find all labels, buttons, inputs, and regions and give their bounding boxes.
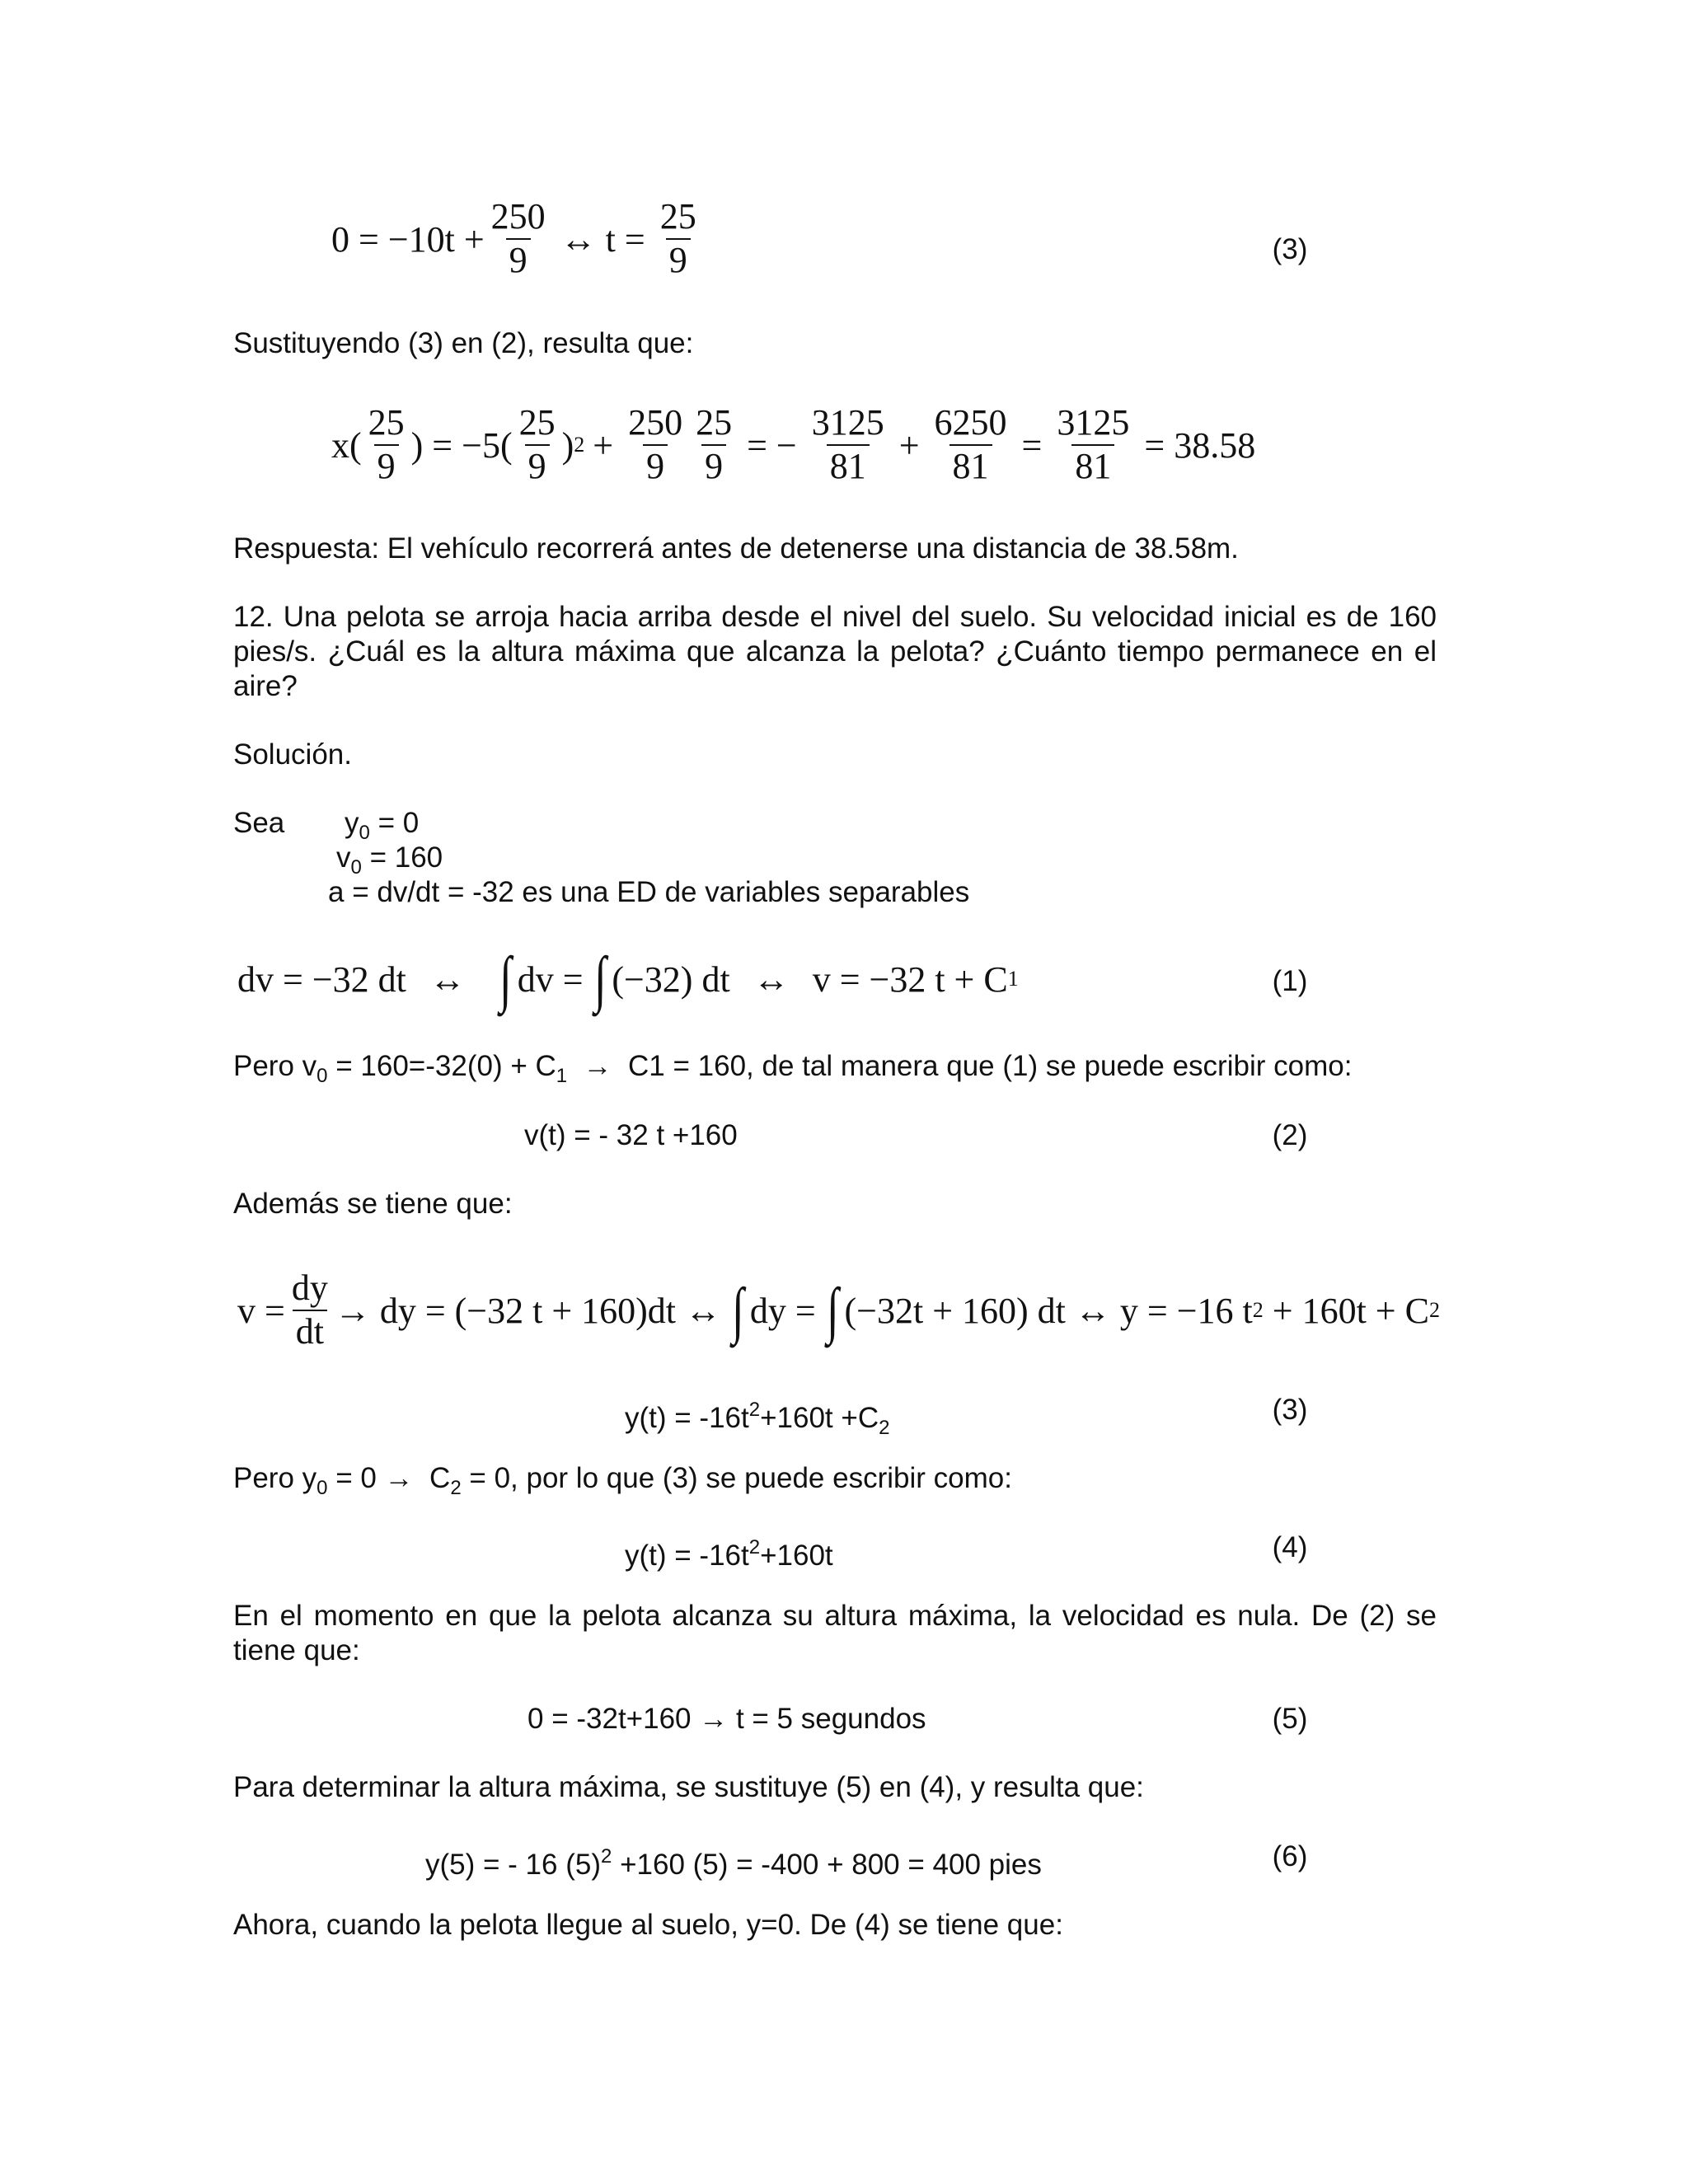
initial-velocity: $v_0 = 160$: [336, 841, 443, 879]
initial-position: $y_0 = 0$: [345, 807, 420, 844]
fraction: $\frac{25}{9}$: [696, 402, 733, 486]
equation-number: (5): [1272, 1703, 1308, 1735]
fraction: $\frac{6250}{81}$: [934, 402, 1007, 486]
integral-sign: ∫: [499, 944, 512, 1014]
fraction: $\frac{3125}{81}$: [811, 402, 884, 486]
equation-number: (3): [1272, 233, 1308, 265]
equation-velocity: v(t) = - 32 t +160: [524, 1119, 738, 1151]
paragraph: Para determinar la altura máxima, se sustituye (5) en (4), y resulta que:: [233, 1771, 1144, 1803]
fraction: $\frac{dy}{dt}$: [291, 1268, 328, 1352]
integral-sign: ∫: [593, 944, 607, 1014]
paragraph-constant-c2: Pero $y_0 = 0 \to C_2 = 0$, por lo que (3) se puede escribir como:: [233, 1462, 1012, 1499]
equation-number: (6): [1272, 1840, 1308, 1872]
equation-x-of-t: x( $\frac{25}{9}$ ) = −5( $\frac{25}{9}$ ) 2 + $\frac{250}{9}$ $\frac{25}{9}$ = − $\frac{3125}{81}$ + $\frac{6250}{81}$ = $\frac{3125}{81}$ = 38.58: [331, 402, 1256, 486]
equation-position: $y(t) = -16t^2+160t$: [625, 1536, 833, 1572]
fraction: $\frac{3125}{81}$: [1057, 402, 1130, 486]
fraction: $\frac{250}{9}$: [490, 196, 546, 280]
integral-sign: ∫: [826, 1276, 839, 1345]
paragraph: Además se tiene que:: [233, 1188, 513, 1220]
paragraph: Sustituyendo (3) en (2), resulta que:: [233, 327, 694, 359]
sea-label: Sea: [233, 807, 285, 839]
equation-number: (4): [1272, 1531, 1308, 1563]
equation-number: (2): [1272, 1119, 1308, 1151]
equation-time: 0 = -32t+160 → t = 5 segundos: [528, 1703, 926, 1735]
paragraph-constant-c1: Pero $v_0 = 160=-32(0) + C_1 \to C1 = 160$, de tal manera que (1) se puede escribir como:: [233, 1050, 1353, 1087]
paragraph-problem-12: 12. Una pelota se arroja hacia arriba desde el nivel del suelo. Su velocidad inicial es de 160 pies/s. ¿Cuál es la altura máxima que alcanza la pelota? ¿Cuánto tiempo permanece en el aire?: [233, 601, 1437, 702]
equation-text: 0 = −10t +: [331, 218, 485, 260]
paragraph: En el momento en que la pelota alcanza su altura máxima, la velocidad es nula. De (2) se tiene que:: [233, 1600, 1437, 1666]
equation-position-integral: v = $\frac{dy}{dt}$ → dy = (−32 t + 160)dt ↔ ∫ dy = ∫ (−32t + 160) dt ↔ y = −16 t 2 + 160t + C 2: [237, 1268, 1440, 1352]
fraction: $\frac{250}{9}$: [628, 402, 683, 486]
paragraph-answer: Respuesta: El vehículo recorrerá antes de detenerse una distancia de 38.58m.: [233, 532, 1239, 565]
paragraph-solution-heading: Solución.: [233, 738, 352, 771]
paragraph: Ahora, cuando la pelota llegue al suelo, y=0. De (4) se tiene que:: [233, 1909, 1063, 1941]
equation-dv: dv = −32 dt ↔ ∫ dv = ∫ (−32) dt ↔ v = −32 t + C 1: [237, 944, 1019, 1014]
fraction: $\frac{25}{9}$: [659, 196, 696, 280]
equation-number: (3): [1272, 1394, 1308, 1426]
fraction: $\frac{25}{9}$: [368, 402, 405, 486]
equation-number: (1): [1272, 965, 1308, 997]
integral-sign: ∫: [732, 1276, 744, 1345]
acceleration-line: a = dv/dt = -32 es una ED de variables separables: [328, 876, 970, 908]
fraction: $\frac{25}{9}$: [518, 402, 556, 486]
equation-position-general: $y(t) = -16t^2+160t +C_2$: [625, 1399, 890, 1439]
equation-t-solution: [331, 188, 703, 290]
equation-text: ↔ t =: [560, 218, 645, 260]
equation-max-height: y(5) = - 16 $(5)^2 +160$ (5) = -400 + 800 = 400 pies: [425, 1845, 1042, 1881]
